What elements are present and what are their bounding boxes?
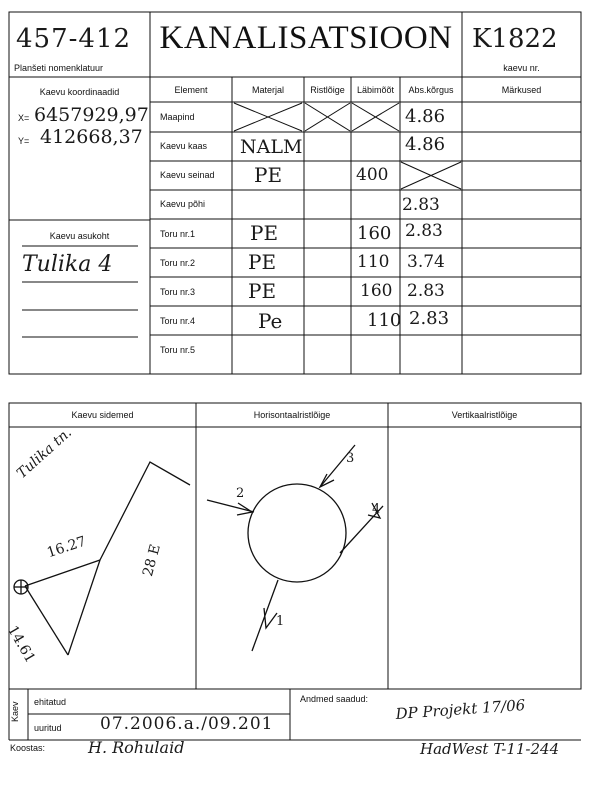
built-label: ehitatud <box>34 697 67 707</box>
row-element: Toru nr.4 <box>160 316 196 326</box>
well-number-label: kaevu nr. <box>503 63 540 73</box>
row-abs: 4.86 <box>405 134 446 155</box>
row-material: Pe <box>258 309 283 333</box>
col-abs-height: Abs.kõrgus <box>408 85 454 95</box>
col-diameter: Läbimõõt <box>356 85 395 95</box>
street-label: Tulika tn. <box>14 424 76 482</box>
row-material: NALM <box>240 136 303 158</box>
reference-value: HadWest T-11-244 <box>420 740 560 758</box>
col-material: Materjal <box>251 85 284 95</box>
row-element: Toru nr.5 <box>160 345 196 355</box>
data-from-value: DP Projekt 17/06 <box>395 695 526 723</box>
row-diameter: 160 <box>357 223 392 244</box>
row-abs: 2.83 <box>409 308 450 329</box>
row-material: PE <box>248 279 277 303</box>
pipe-label: 3 <box>346 451 355 466</box>
row-element: Toru nr.2 <box>160 258 196 268</box>
row-abs: 2.83 <box>402 195 440 215</box>
location-value: Tulika 4 <box>22 252 113 277</box>
col-element: Element <box>174 85 208 95</box>
compiled-label: Koostas: <box>10 743 46 753</box>
y-coordinate: 412668,37 <box>40 126 143 148</box>
data-from-label: Andmed saadud: <box>300 694 369 704</box>
nomenclature-value: 457-412 <box>16 24 132 54</box>
x-coordinate: 6457929,97 <box>34 104 149 126</box>
x-prefix: X= <box>18 113 30 123</box>
pipe-label: 4 <box>372 502 381 517</box>
distance-label: 16.27 <box>45 533 89 562</box>
row-element: Kaevu põhi <box>160 199 206 209</box>
row-diameter: 110 <box>357 252 390 272</box>
row-element: Toru nr.1 <box>160 229 196 239</box>
well-number-value: K1822 <box>472 24 558 54</box>
measured-label: uuritud <box>34 723 62 733</box>
house-label: 28 E <box>140 542 164 579</box>
row-diameter: 160 <box>360 281 393 301</box>
row-material: PE <box>250 221 279 245</box>
row-material: PE <box>254 163 283 187</box>
y-prefix: Y= <box>18 136 30 146</box>
vertical-header: Vertikaalristlõige <box>451 410 518 420</box>
row-element: Toru nr.3 <box>160 287 196 297</box>
row-element: Maapind <box>160 112 195 122</box>
side-label: Kaev <box>10 701 20 722</box>
col-remarks: Märkused <box>501 85 542 95</box>
horizontal-section <box>207 445 383 651</box>
col-cross: Ristlõige <box>310 85 345 95</box>
measured-date: 07.2006.a./09.201 <box>100 714 274 734</box>
form-title: KANALISATSIOON <box>159 20 453 56</box>
tie-header: Kaevu sidemed <box>71 410 134 420</box>
row-element: Kaevu seinad <box>160 170 215 180</box>
row-abs: 2.83 <box>405 221 443 241</box>
nomenclature-label: Planšeti nomenklatuur <box>14 63 104 73</box>
horizontal-header: Horisontaalristlõige <box>253 410 331 420</box>
tie-sketch <box>14 462 190 655</box>
row-element: Kaevu kaas <box>160 141 208 151</box>
row-abs: 4.86 <box>405 106 446 127</box>
row-material: PE <box>248 250 277 274</box>
coordinates-label: Kaevu koordinaadid <box>39 87 120 97</box>
row-diameter: 400 <box>356 165 389 185</box>
pipe-label: 2 <box>236 486 245 501</box>
row-abs: 2.83 <box>407 281 445 301</box>
location-label: Kaevu asukoht <box>49 231 110 241</box>
row-abs: 3.74 <box>407 252 445 272</box>
compiled-value: H. Rohulaid <box>88 738 185 757</box>
pipe-label: 1 <box>276 614 285 629</box>
row-diameter: 110 <box>367 310 402 331</box>
distance-label: 14.61 <box>4 623 39 666</box>
